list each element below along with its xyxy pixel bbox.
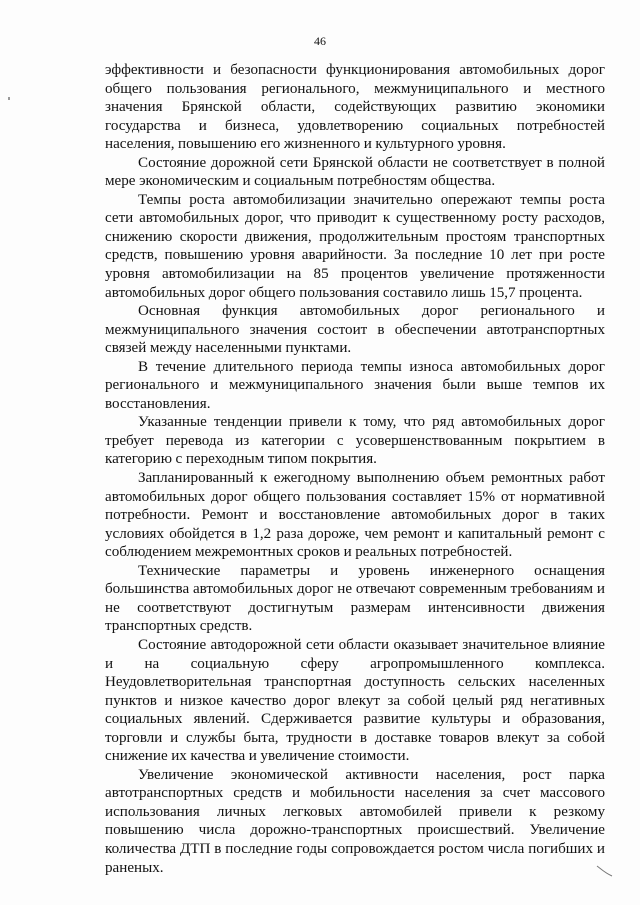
corner-pen-mark [596, 864, 614, 878]
paragraph-10: Увеличение экономической активности населения, рост парка автотранспортных средств и мобильности населения за счет массового использования личных легковых автомобилей привели к резкому повышению числа дорожно-транспортных происшествий. Увеличение количества ДТП в последние годы сопровождается ростом числа погибших и раненых. [105, 766, 605, 876]
paragraph-7: Запланированный к ежегодному выполнению объем ремонтных работ автомобильных дорог общего пользования составляет 15% от нормативной потребности. Ремонт и восстановление автомобильных дорог в таких условиях обойдется в 1,2 раза дороже, чем ремонт и капитальный ремонт с соблюдением межремонтных сроков и реальных потребностей. [105, 470, 605, 561]
paragraph-4: Основная функция автомобильных дорог регионального и межмуниципального значения состоит в обеспечении автотранспортных связей между населенными пунктами. [105, 303, 605, 357]
paragraph-3: Темпы роста автомобилизации значительно опережают темпы роста сети автомобильных дорог, что приводит к существенному росту расходов, снижению скорости движения, продолжительным простоям транспортных средств, повышению уровня аварийности. За последние 10 лет при росте уровня автомобилизации на 85 процентов увеличение протяженности автомобильных дорог общего пользования составило лишь 15,7 процента. [105, 191, 605, 301]
paragraph-5: В течение длительного периода темпы износа автомобильных дорог регионального и межмуниципального значения были выше темпов их восстановления. [105, 358, 605, 412]
body-text [105, 61, 605, 877]
page-number: 46 [314, 34, 326, 48]
paragraph-9: Состояние автодорожной сети области оказывает значительное влияние и на социальную сферу агропромышленного комплекса. Неудовлетворительная транспортная доступность сельских населенных пунктов и низкое качество дорог влекут за собой целый ряд негативных социальных явлений. Сдерживается развитие культуры и образования, торговли и службы быта, трудности в доставке товаров влекут за собой снижение их качества и увеличение стоимости. [105, 636, 605, 765]
scan-speck [8, 97, 10, 100]
paragraph-2: Состояние дорожной сети Брянской области не соответствует в полной мере экономическим и социальным потребностям общества. [105, 154, 605, 190]
paragraph-8: Технические параметры и уровень инженерного оснащения большинства автомобильных дорог не отвечают современным требованиям и не соответствуют достигнутым размерам интенсивности движения транспортных средств. [105, 562, 605, 635]
paragraph-6: Указанные тенденции привели к тому, что ряд автомобильных дорог требует перевода из категории с усовершенствованным покрытием в категорию с переходным типом покрытия. [105, 414, 605, 468]
paragraph-1: эффективности и безопасности функционирования автомобильных дорог общего пользования регионального, межмуниципального и местного значения Брянской области, содействующих развитию экономики государства и бизнеса, удовлетворению социальных потребностей населения, повышению его жизненного и культурного уровня. [105, 62, 605, 153]
